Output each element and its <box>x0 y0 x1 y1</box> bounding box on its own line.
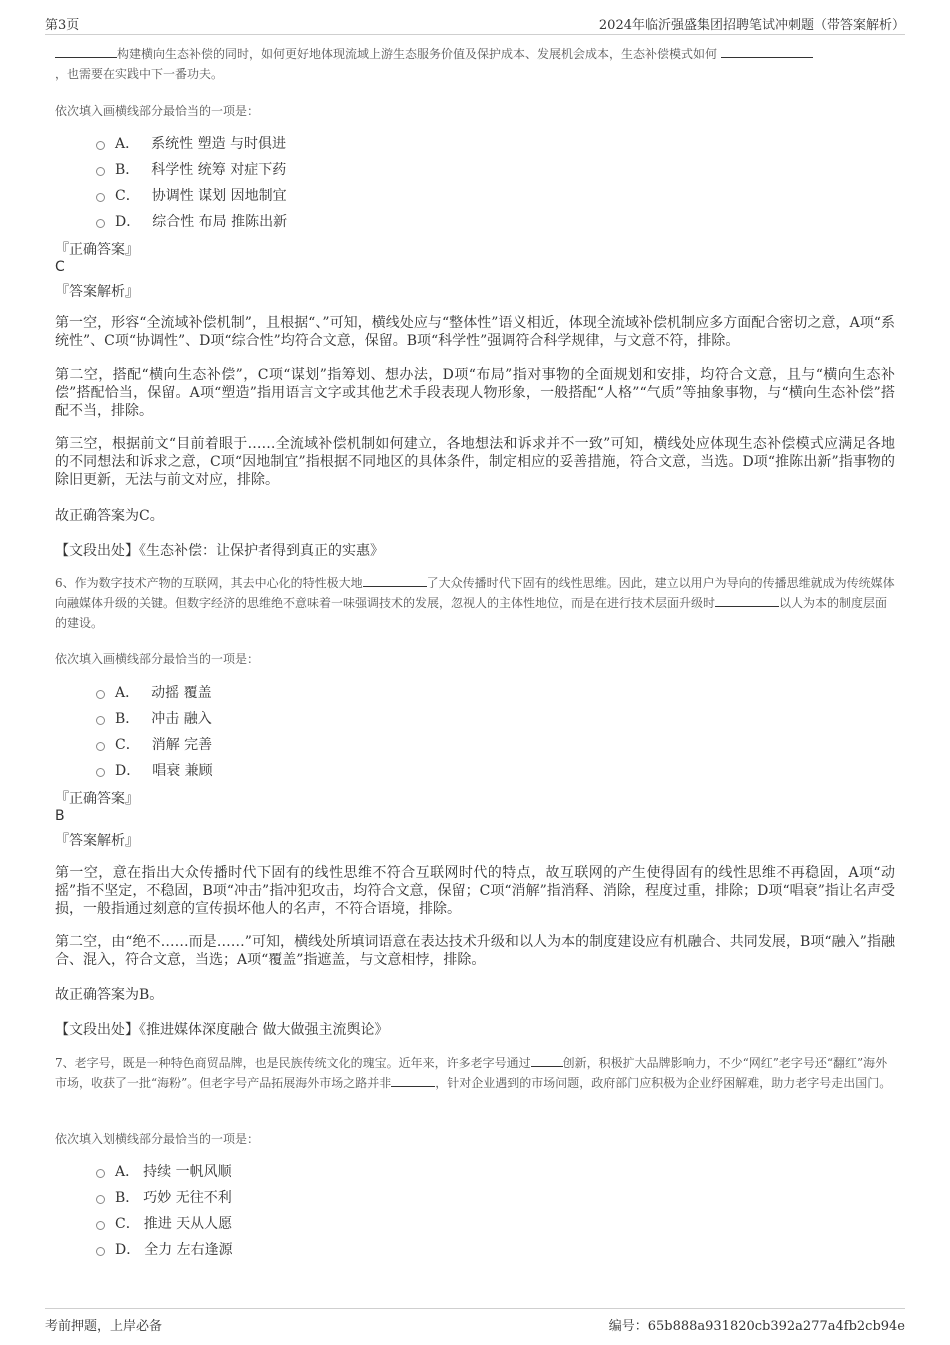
option-c[interactable]: C． 协调性 谋划 因地制宜 <box>96 182 287 208</box>
analysis-label: 『答案解析』 <box>55 284 139 300</box>
analysis-paragraph: 第一空，形容“全流域补偿机制”，且根据“、”可知，横线处应与“整体性”语义相近，体现全流域补偿机制应多方面配合密切之意，A项“系统性”、C项“协调性”、D项“综合性”均符合文意，保留。B项“科学性”强调符合科学规律，与文意不符，排除。 <box>55 315 895 349</box>
blank <box>391 1073 435 1087</box>
analysis-paragraph: 第一空，意在指出大众传播时代下固有的线性思维不符合互联网时代的特点，故互联网的产生使得固有的线性思维不再稳固，A项“动摇”指不坚定，不稳固，B项“冲击”指冲犯攻击，均符合文意，保留；C项“消解”指消释、消除，程度过重，排除；D项“唱衰”指让名声受损，一般指通过刻意的宣传损坏他人的名声，不符合语境，排除。 <box>55 865 895 917</box>
answer-value: B <box>55 808 65 824</box>
answer-label: 『正确答案』 <box>55 242 139 258</box>
radio-icon[interactable] <box>96 141 105 150</box>
q5-options <box>96 130 287 234</box>
blank <box>55 44 117 58</box>
radio-icon[interactable] <box>96 1169 105 1178</box>
answer-label: 『正确答案』 <box>55 791 139 807</box>
radio-icon[interactable] <box>96 219 105 228</box>
page-footer <box>45 1308 905 1335</box>
blank <box>363 573 427 587</box>
blank <box>721 44 813 58</box>
option-c[interactable]: C． 推进 天从人愿 <box>96 1210 233 1236</box>
analysis-paragraph: 第二空，由“绝不……而是……”可知，横线处所填词语意在表达技术升级和以人为本的制度建设应有机融合、共同发展，B项“融入”指融合、混入，符合文意，当选；A项“覆盖”指遮盖，与文意相悖，排除。 <box>55 934 895 968</box>
blank <box>531 1053 563 1067</box>
option-b[interactable]: B． 巧妙 无往不利 <box>96 1184 233 1210</box>
page-header <box>45 12 905 35</box>
option-a[interactable]: A． 动摇 覆盖 <box>96 679 213 705</box>
radio-icon[interactable] <box>96 742 105 751</box>
q6-stem: 6、作为数字技术产物的互联网，其去中心化的特性极大地 了大众传播时代下固有的线性思维。因此，建立以用户为导向的传播思维就成为传统媒体向融媒体升级的关键。但数字经济的思维绝不意味着一味强调技术的发展，忽视人的主体性地位，而是在进行技术层面升级时 以人为本的制度层面的建设。 <box>55 573 895 633</box>
option-b[interactable]: B． 冲击 融入 <box>96 705 213 731</box>
option-d[interactable]: D． 综合性 布局 推陈出新 <box>96 208 287 234</box>
analysis-paragraph: 第三空，根据前文“目前着眼于……全流域补偿机制如何建立，各地想法和诉求并不一致”可知，横线处应体现生态补偿模式应满足各地的不同想法和诉求之意，C项“因地制宜”指根据不同地区的具体条件，制定相应的妥善措施，符合文意，当选。D项“推陈出新”指事物的除旧更新，无法与前文对应，排除。 <box>55 436 895 488</box>
q7-stem: 7、老字号，既是一种特色商贸品牌，也是民族传统文化的瑰宝。近年来，许多老字号通过 创新，积极扩大品牌影响力，不少“网红”老字号还“翻红”海外市场，收获了一批“海粉”。但老字号产品拓展海外市场之路并非 ，针对企业遇到的市场问题，政府部门应积极为企业纾困解难，助力老字号走出国门。 <box>55 1053 895 1093</box>
q7-prompt: 依次填入划横线部分最恰当的一项是： <box>55 1132 260 1146</box>
answer-value: C <box>55 259 65 275</box>
passage-source: 【文段出处】《生态补偿：让保护者得到真正的实惠》 <box>55 543 384 559</box>
option-b[interactable]: B． 科学性 统筹 对症下药 <box>96 156 287 182</box>
q6-prompt: 依次填入画横线部分最恰当的一项是： <box>55 652 260 666</box>
radio-icon[interactable] <box>96 768 105 777</box>
q5-prompt: 依次填入画横线部分最恰当的一项是： <box>55 104 260 118</box>
analysis-conclusion: 故正确答案为B。 <box>55 987 164 1003</box>
radio-icon[interactable] <box>96 716 105 725</box>
option-a[interactable]: A． 系统性 塑造 与时俱进 <box>96 130 287 156</box>
option-d[interactable]: D． 全力 左右逢源 <box>96 1236 233 1262</box>
footer-slogan: 考前押题，上岸必备 <box>45 1319 163 1334</box>
analysis-conclusion: 故正确答案为C。 <box>55 508 164 524</box>
q7-options <box>96 1158 233 1262</box>
radio-icon[interactable] <box>96 690 105 699</box>
page-number: 第3页 <box>45 18 80 33</box>
document-title: 2024年临沂强盛集团招聘笔试冲刺题（带答案解析） <box>598 18 905 33</box>
analysis-label: 『答案解析』 <box>55 833 139 849</box>
document-id: 编号：65b888a931820cb392a277a4fb2cb94e <box>608 1319 905 1334</box>
passage-source: 【文段出处】《推进媒体深度融合 做大做强主流舆论》 <box>55 1022 389 1038</box>
analysis-paragraph: 第二空，搭配“横向生态补偿”，C项“谋划”指筹划、想办法，D项“布局”指对事物的全面规划和安排，均符合文意，且与“横向生态补偿”搭配恰当，保留。A项“塑造”指用语言文字或其他艺术手段表现人物形象，一般搭配“人格”“气质”等抽象事物，与“横向生态补偿”搭配不当，排除。 <box>55 367 895 419</box>
q5-stem: 构建横向生态补偿的同时，如何更好地体现流域上游生态服务价值及保护成本、发展机会成本，生态补偿模式如何 ，也需要在实践中下一番功夫。 <box>55 44 895 84</box>
blank <box>715 593 779 607</box>
option-d[interactable]: D． 唱衰 兼顾 <box>96 757 213 783</box>
option-a[interactable]: A． 持续 一帆风顺 <box>96 1158 233 1184</box>
radio-icon[interactable] <box>96 1247 105 1256</box>
q6-options <box>96 679 213 783</box>
radio-icon[interactable] <box>96 193 105 202</box>
radio-icon[interactable] <box>96 167 105 176</box>
radio-icon[interactable] <box>96 1195 105 1204</box>
option-c[interactable]: C． 消解 完善 <box>96 731 213 757</box>
radio-icon[interactable] <box>96 1221 105 1230</box>
